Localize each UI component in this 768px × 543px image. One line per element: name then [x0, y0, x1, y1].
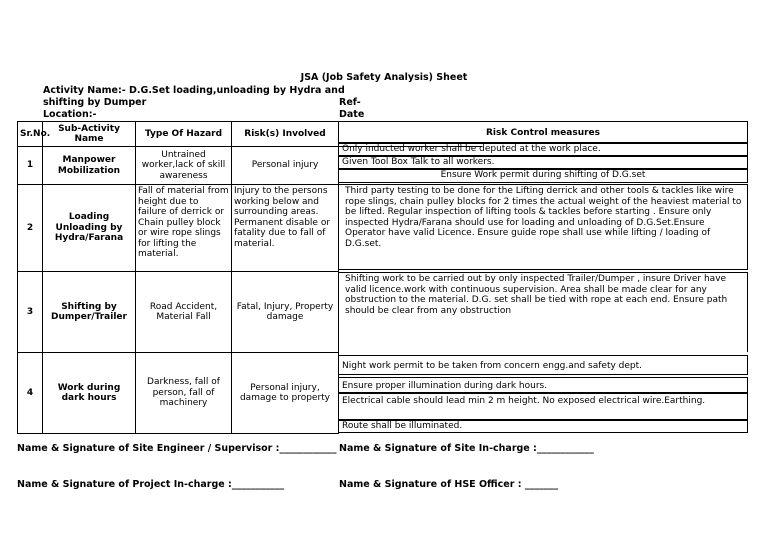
header-control: Risk Control measures [338, 121, 748, 143]
row-risk: Fatal, Injury, Property damage [232, 272, 339, 353]
location-label: Location:- [43, 109, 97, 120]
ref-date-block [339, 97, 364, 121]
activity-name-line2: shifting by Dumper [43, 97, 147, 108]
row-hazard: Fall of material from height due to failure of derrick or Chain pulley block or wire rope slings for lifting the material. [136, 185, 232, 272]
row-sub-activity: Loading Unloading by Hydra/Farana [43, 185, 136, 272]
control-cell: Night work permit to be taken from concern engg.and safety dept. [338, 355, 748, 375]
control-cell: Given Tool Box Talk to all workers. [338, 156, 748, 169]
header-hazard: Type Of Hazard [136, 122, 232, 147]
date-label: Date [339, 109, 365, 120]
row-sr: 4 [18, 353, 43, 434]
row-sr: 3 [18, 272, 43, 353]
control-cell: Third party testing to be done for the Lifting derrick and other tools & tackles like wire rope slings, chain pulley blocks for 2 times the actual weight of the heaviest material to be lifted. Regular inspection of lifting tools & tackles before starting . Ensure only inspected Hydra/Farana should use for loading and unloading of D.G.Set.Ensure Operator have valid Licence. Ensure guide rope shall use while lifting / loading of D.G.set. [338, 184, 748, 270]
control-cell: Route shall be illuminated. [338, 420, 748, 433]
row-hazard: Road Accident, Material Fall [136, 272, 232, 353]
row-sub-activity: Work during dark hours [43, 353, 136, 434]
header-sr-no: Sr.No. [18, 122, 43, 147]
header-risk: Risk(s) Involved [232, 122, 339, 147]
control-cell: Ensure proper illumination during dark hours. [338, 377, 748, 393]
control-cell: Ensure Work permit during shifting of D.G.set [338, 169, 748, 183]
sheet-title: JSA (Job Safety Analysis) Sheet [300, 72, 468, 83]
row-risk: Injury to the persons working below and surrounding areas. Permanent disable or fatality due to fall of material. [232, 185, 339, 272]
row-hazard: Untrained worker,lack of skill awareness [136, 147, 232, 185]
sig-site-engineer: Name & Signature of Site Engineer / Supervisor :____________ [17, 443, 337, 454]
row-hazard: Darkness, fall of person, fall of machinery [136, 353, 232, 434]
activity-name [43, 85, 345, 121]
row-sub-activity: Shifting by Dumper/Trailer [43, 272, 136, 353]
ref-label: Ref- [339, 97, 361, 108]
sig-project-incharge: Name & Signature of Project In-charge :___________ [17, 479, 285, 490]
control-cell: Shifting work to be carried out by only inspected Trailer/Dumper , insure Driver have valid licence.work with continuous supervision. Area shall be made clear for any obstruction to the material. D.G. set shall be tied with rope at each end. Ensure path should be clear from any obstruction [338, 272, 748, 352]
control-cell: Electrical cable should lead min 2 m height. No exposed electrical wire.Earthing. [338, 393, 748, 420]
row-sub-activity: Manpower Mobilization [43, 147, 136, 185]
sig-site-incharge: Name & Signature of Site In-charge :____________ [339, 443, 594, 454]
row-risk: Personal injury, damage to property [232, 353, 339, 434]
row-sr: 2 [18, 185, 43, 272]
row-sr: 1 [18, 147, 43, 185]
activity-name-line1: Activity Name:- D.G.Set loading,unloading by Hydra and [43, 85, 345, 96]
header-sub-activity: Sub-Activity Name [43, 122, 136, 147]
control-cell: Only inducted worker shall be deputed at the work place. [338, 143, 748, 156]
sig-hse-officer: Name & Signature of HSE Officer : _______ [339, 479, 559, 490]
row-risk: Personal injury [232, 147, 339, 185]
